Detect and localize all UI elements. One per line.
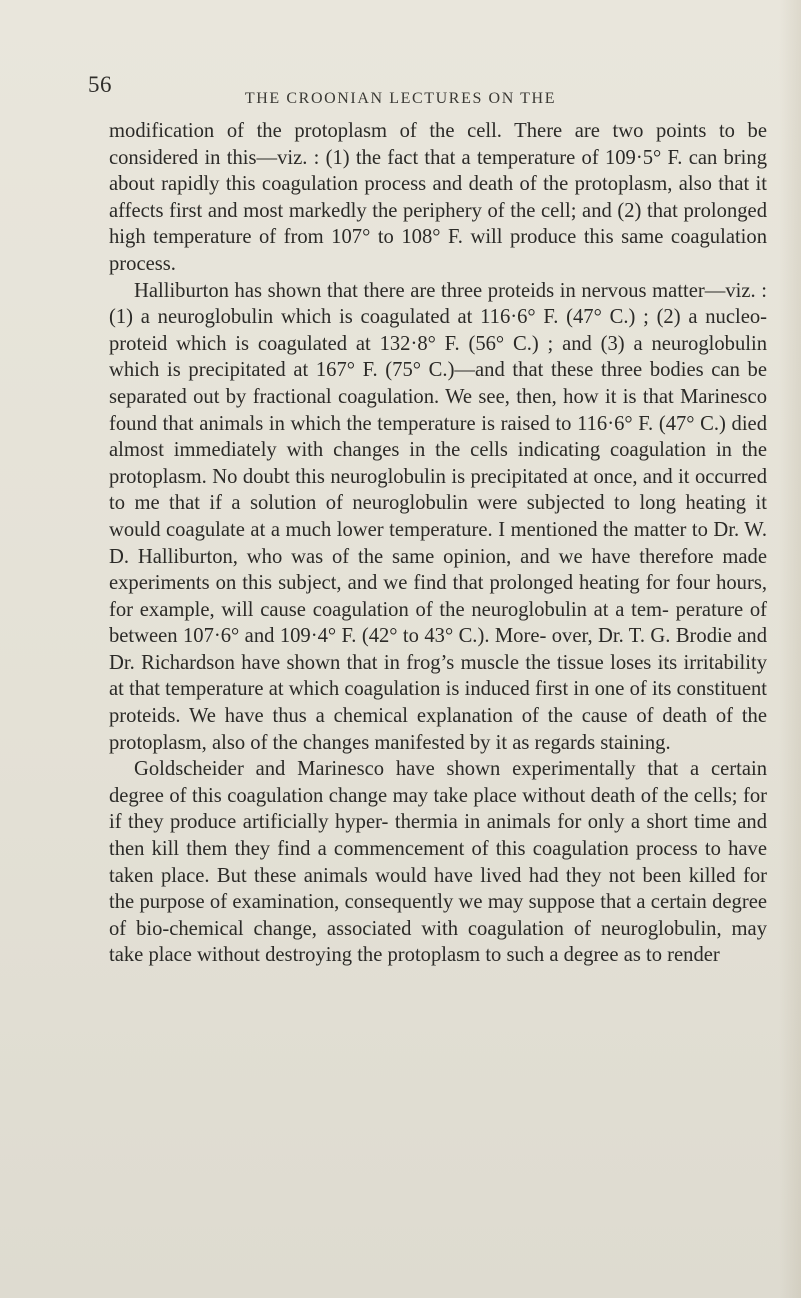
paragraph-halliburton: Halliburton has shown that there are three proteids in nervous matter—viz. : (1) a neuroglobulin which is coagulated at 116·6° F. (47° C.) ; (2) a nucleo-proteid which is coagulated at 132·8° F. (56° C.) ; and (3) a neuroglobulin which is precipitated at 167° F. (75° C.)—and that these three bodies can be separated out by fractional coagulation. We see, then, how it is that Marinesco found that animals in which the temperature is raised to 116·6° F. (47° C.) died almost immediately with changes in the cells indicating coagulation in the protoplasm. No doubt this neuroglobulin is precipitated at once, and it occurred to me that if a solution of neuroglobulin were subjected to long heating it would coagulate at a much lower temperature. I mentioned the matter to Dr. W. D. Halliburton, who was of the same opinion, and we have therefore made experiments on this subject, and we find that prolonged heating for four hours, for example, will cause coagulation of the neuroglobulin at a tem- perature of between 107·6° and 109·4° F. (42° to 43° C.). More- over, Dr. T. G. Brodie and Dr. Richardson have shown that in frog’s muscle the tissue loses its irritability at that temperature at which coagulation is induced first in one of its constituent proteids. We have thus a chemical explanation of the cause of death of the protoplasm, also of the changes manifested by it as regards staining. bbox=[109, 279, 767, 754]
body-text bbox=[109, 118, 767, 969]
page-number: 56 bbox=[88, 72, 112, 97]
page-edge-shadow bbox=[779, 0, 801, 1298]
running-head: THE CROONIAN LECTURES ON THE bbox=[244, 90, 557, 107]
paragraph-continuation: modification of the protoplasm of the cell. There are two points to be considered in this—viz. : (1) the fact that a temperature of 109·5° F. can bring about rapidly this coagulation process and death of the protoplasm, also that it affects first and most markedly the periphery of the cell; and (2) that prolonged high temperature of from 107° to 108° F. will produce this same coagulation process. bbox=[109, 120, 767, 275]
paragraph-goldscheider: Goldscheider and Marinesco have shown experimentally that a certain degree of this coagulation change may take place without death of the cells; for if they produce artificially hyper- thermia in animals for only a short time and then kill them they find a commencement of this coagulation process to have taken place. But these animals would have lived had they not been killed for the purpose of examination, consequently we may suppose that a certain degree of bio-chemical change, associated with coagulation of neuroglobulin, may take place without destroying the protoplasm to such a degree as to render bbox=[109, 758, 767, 967]
